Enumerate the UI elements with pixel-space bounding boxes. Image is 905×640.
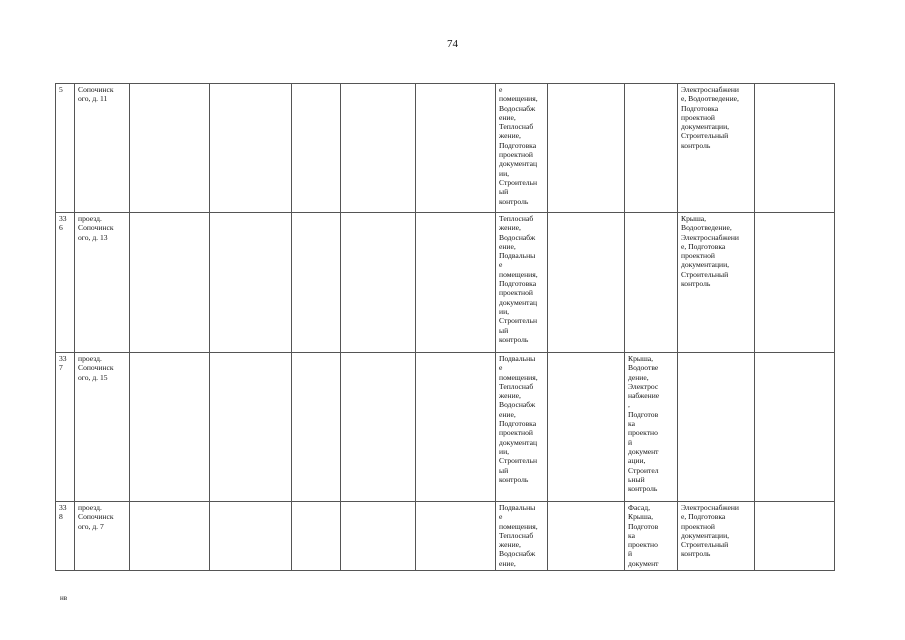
empty-cell — [416, 213, 496, 353]
works-cell: Электроснабжени е, Подготовка проектной документации, Строительный контроль — [678, 502, 755, 571]
works-cell: Подвальны е помещения, Теплоснаб жение, Водоснабж ение, — [496, 502, 548, 571]
empty-cell — [755, 84, 835, 213]
works-cell: Электроснабжени е, Водоотведение, Подготовка проектной документации, Строительный контроль — [678, 84, 755, 213]
empty-cell — [341, 502, 416, 571]
works-cell: Фасад, Крыша, Подготов ка проектно й документ — [625, 502, 678, 571]
works-table — [55, 83, 835, 571]
empty-cell — [755, 353, 835, 502]
empty-cell — [416, 353, 496, 502]
address-cell: проезд. Сопочинск ого, д. 15 — [75, 353, 130, 502]
empty-cell — [341, 353, 416, 502]
table-row — [56, 84, 835, 213]
works-cell — [625, 84, 678, 213]
address-cell: проезд. Сопочинск ого, д. 13 — [75, 213, 130, 353]
empty-cell — [548, 213, 625, 353]
works-cell — [625, 213, 678, 353]
empty-cell — [210, 353, 292, 502]
works-cell: Крыша, Водоотведение, Электроснабжени е, Подготовка проектной документации, Строительный контроль — [678, 213, 755, 353]
row-number: 33 8 — [56, 502, 75, 571]
empty-cell — [292, 84, 341, 213]
address-cell: Сопочинск ого, д. 11 — [75, 84, 130, 213]
empty-cell — [755, 213, 835, 353]
empty-cell — [210, 213, 292, 353]
empty-cell — [548, 353, 625, 502]
row-number: 33 6 — [56, 213, 75, 353]
empty-cell — [210, 502, 292, 571]
works-cell: Теплоснаб жение, Водоснабж ение, Подвальны е помещения, Подготовка проектной документац ии, Строительн ый контроль — [496, 213, 548, 353]
empty-cell — [548, 502, 625, 571]
empty-cell — [341, 84, 416, 213]
table-row — [56, 353, 835, 502]
table-row — [56, 213, 835, 353]
empty-cell — [416, 502, 496, 571]
empty-cell — [210, 84, 292, 213]
empty-cell — [416, 84, 496, 213]
empty-cell — [341, 213, 416, 353]
empty-cell — [130, 502, 210, 571]
empty-cell — [130, 213, 210, 353]
empty-cell — [755, 502, 835, 571]
page-number: 74 — [447, 38, 458, 50]
empty-cell — [548, 84, 625, 213]
empty-cell — [130, 84, 210, 213]
works-cell: Крыша, Водоотве дение, Электрос набжение , Подготов ка проектно й документ ации, Строител ьный контроль — [625, 353, 678, 502]
address-cell: проезд. Сопочинск ого, д. 7 — [75, 502, 130, 571]
empty-cell — [292, 213, 341, 353]
row-number: 5 — [56, 84, 75, 213]
empty-cell — [130, 353, 210, 502]
row-number: 33 7 — [56, 353, 75, 502]
empty-cell — [292, 353, 341, 502]
empty-cell — [292, 502, 341, 571]
table-row — [56, 502, 835, 571]
works-cell: Подвальны е помещения, Теплоснаб жение, Водоснабж ение, Подготовка проектной документац ии, Строительн ый контроль — [496, 353, 548, 502]
footer-mark: нв — [60, 594, 68, 602]
works-cell: е помещения, Водоснабж ение, Теплоснаб жение, Подготовка проектной документац ии, Строительн ый контроль — [496, 84, 548, 213]
works-cell — [678, 353, 755, 502]
